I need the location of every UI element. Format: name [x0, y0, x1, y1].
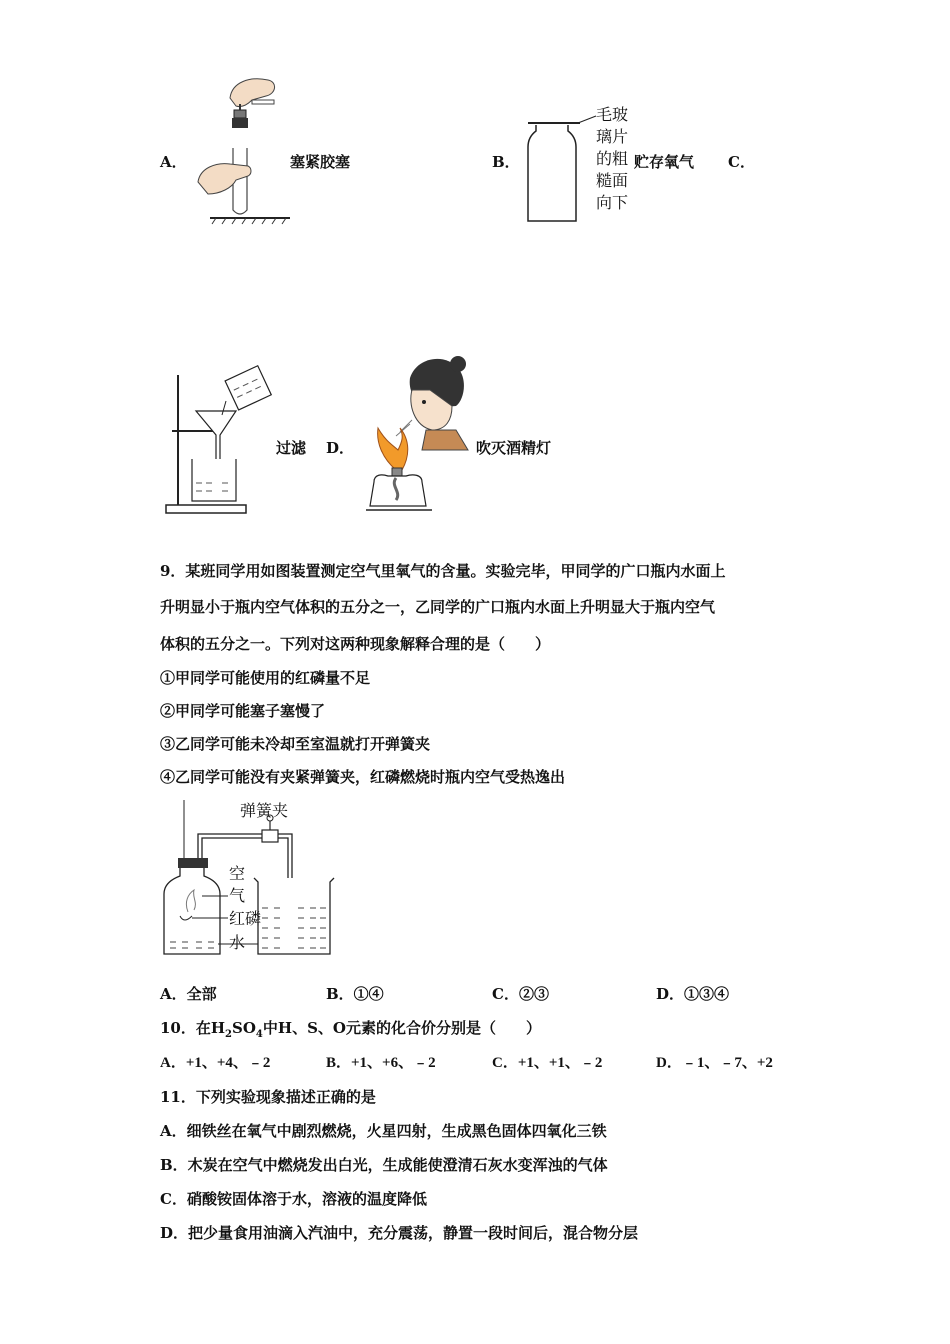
q11-option-b: B．木炭在空气中燃烧发出白光，生成能使澄清石灰水变浑浊的气体: [160, 1156, 608, 1174]
q10-option-c: C．+1、+1、﹣2: [492, 1055, 603, 1071]
figure-note-line: 璃片: [596, 127, 629, 146]
figure-note-line: 的粗: [596, 149, 629, 168]
q10-stem-mid: SO: [232, 1019, 256, 1037]
figure-stopper-insertion: [190, 70, 300, 230]
figure-label-clamp: 弹簧夹: [240, 801, 289, 820]
figure-filtration: [160, 365, 275, 520]
figure-note-line: 向下: [596, 193, 629, 212]
q10-stem: [160, 1018, 541, 1045]
q9-statement-4: ④乙同学可能没有夹紧弹簧夹，红磷燃烧时瓶内空气受热逸出: [160, 768, 566, 786]
figure-oxygen-content-apparatus: [158, 798, 338, 963]
q9-statement-3: ③乙同学可能未冷却至室温就打开弹簧夹: [160, 735, 431, 753]
q9-option-d: D．①③④: [656, 985, 730, 1003]
q8-option-c-letter: C．: [728, 153, 755, 171]
q10-option-a: A．+1、+4、﹣2: [160, 1055, 271, 1071]
q11-stem: 11．下列实验现象描述正确的是: [160, 1088, 376, 1106]
q10-stem-suffix: 中H、S、O元素的化合价分别是（ ）: [262, 1019, 541, 1037]
q9-option-b: B．①④: [326, 985, 384, 1003]
figure-note-line: 毛玻: [596, 105, 629, 124]
q11-option-c: C．硝酸铵固体溶于水，溶液的温度降低: [160, 1190, 427, 1208]
q9-stem-line-2: 升明显小于瓶内空气体积的五分之一，乙同学的广口瓶内水面上升明显大于瓶内空气: [160, 598, 716, 616]
q10-option-b: B．+1、+6、﹣2: [326, 1055, 436, 1071]
q9-option-a: A．全部: [160, 985, 217, 1003]
q8-option-a-letter: A．: [160, 153, 187, 171]
q10-option-d: D．﹣1、﹣7、+2: [656, 1055, 773, 1071]
q9-statement-1: ①甲同学可能使用的红磷量不足: [160, 669, 371, 687]
q8-option-d-letter: D．: [326, 439, 355, 457]
q10-stem-subscript-1: 2: [225, 1029, 233, 1040]
figure-label-air-1: 空: [229, 864, 246, 883]
q8-option-d-caption: 吹灭酒精灯: [476, 439, 552, 457]
figure-gas-jar: [520, 115, 600, 230]
figure-label-air-2: 气: [229, 886, 246, 905]
q8-option-b-figure-note: [596, 104, 628, 214]
q8-option-b-caption: 贮存氧气: [634, 153, 695, 171]
q9-option-c: C．②③: [492, 985, 549, 1003]
figure-blowing-alcohol-lamp: [360, 350, 475, 520]
q9-stem-line-3: 体积的五分之一。下列对这两种现象解释合理的是（ ）: [160, 635, 551, 653]
q8-option-c-caption: 过滤: [276, 439, 307, 457]
q8-option-b-letter: B．: [492, 153, 520, 171]
q9-statement-2: ②甲同学可能塞子塞慢了: [160, 702, 326, 720]
q11-option-a: A．细铁丝在氧气中剧烈燃烧，火星四射，生成黑色固体四氧化三铁: [160, 1122, 607, 1140]
q10-stem-subscript-2: 4: [255, 1029, 263, 1040]
q11-option-d: D．把少量食用油滴入汽油中，充分震荡，静置一段时间后，混合物分层: [160, 1224, 639, 1242]
q10-stem-prefix: 10．在H: [160, 1019, 226, 1037]
q9-stem-line-1: 9．某班同学用如图装置测定空气里氧气的含量。实验完毕，甲同学的广口瓶内水面上: [160, 562, 726, 580]
figure-label-phosphorus: 红磷: [229, 909, 262, 928]
figure-label-water: 水: [229, 933, 246, 952]
q8-option-a-caption: 塞紧胶塞: [290, 153, 351, 171]
figure-note-line: 糙面: [596, 171, 629, 190]
